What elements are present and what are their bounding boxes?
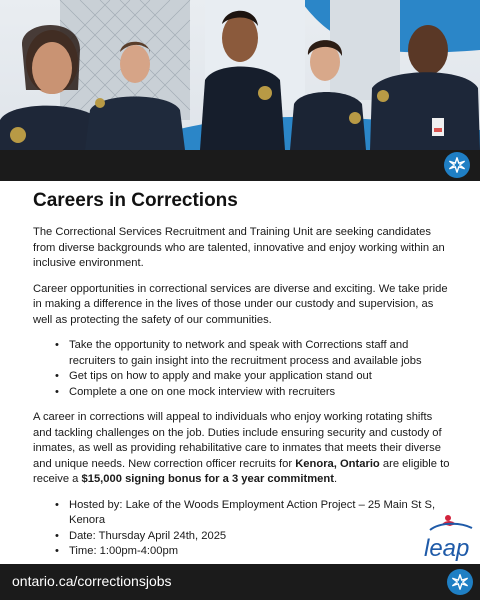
event-details-list	[33, 498, 451, 560]
intro-paragraph: The Correctional Services Recruitment and Training Unit are seeking candidates from diverse backgrounds who are talented, innovative and enjoy working within an inclusive environment.	[33, 226, 445, 269]
career-paragraph	[33, 410, 451, 488]
page-title: Careers in Corrections	[33, 190, 238, 211]
career-text-end: .	[333, 473, 338, 485]
opportunities-paragraph: Career opportunities in correctional services are diverse and exciting. We take pride in making a difference in the lives of those under our custody and supervision, as well as protecting the safety of our communities.	[33, 282, 448, 326]
main-content	[33, 190, 451, 570]
career-text-2: are eligible to receive a	[33, 457, 450, 485]
list-item: • Complete a one on one mock interview with recruiters	[33, 385, 451, 401]
careers-url-link[interactable]: ontario.ca/correctionsjobs	[12, 573, 172, 589]
event-date: • Date: Thursday April 24th, 2025	[33, 529, 451, 545]
ontario-trillium-logo-icon	[444, 152, 470, 178]
header-photo	[0, 0, 480, 150]
location-highlight: Kenora, Ontario	[295, 457, 380, 470]
list-item: • Take the opportunity to network and speak with Corrections staff and recruiters to gain insight into the recruitment process and available jobs	[33, 338, 451, 369]
top-bar	[0, 150, 480, 181]
leap-logo	[420, 512, 480, 562]
benefits-list	[33, 338, 451, 400]
footer-bar	[0, 564, 480, 600]
list-item: • Get tips on how to apply and make your application stand out	[33, 369, 451, 385]
event-time: • Time: 1:00pm-4:00pm	[33, 544, 451, 560]
signing-bonus-highlight: $15,000 signing bonus for a 3 year commitment	[81, 473, 334, 485]
ontario-trillium-logo-icon	[447, 569, 473, 595]
leap-logo-text: leap	[424, 535, 470, 562]
career-text-1: A career in corrections will appeal to individuals who enjoy working rotating shifts and tackling challenges on the job. Duties include ensuring security and custody of inmates, as well as providing rehabilitative care to inmates that meets their diverse and unique needs. New correction officer recruits for	[33, 411, 442, 470]
event-host: • Hosted by: Lake of the Woods Employment Action Project – 25 Main St S, Kenora	[33, 498, 451, 529]
